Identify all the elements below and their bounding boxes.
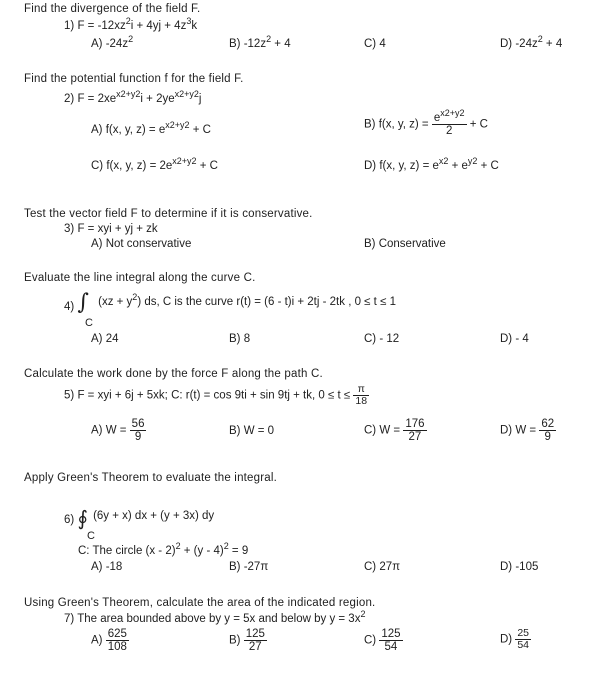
choice-d[interactable]: D) f(x, y, $z) = e^{x2} + e^{y2} + C$ xyxy=(364,156,499,172)
question-heading: Apply Green's Theorem to evaluate the integral. xyxy=(24,472,278,484)
fraction: $\frac{625}{108}$ xyxy=(107,628,127,654)
question-heading: Find the potential function f for the field F. xyxy=(24,73,244,85)
fraction: $\frac{56}{9}$ xyxy=(131,418,145,444)
question-heading: Find the divergence of the field F. xyxy=(24,3,201,15)
choice-c[interactable]: C) $\frac{125}{54}$ xyxy=(364,628,401,654)
question-prompt: 3) F = xyi + yj + zk xyxy=(64,223,158,235)
question-prompt: 2) $F = 2xe^{x2+y2}i + 2ye^{x2+y2}j$ xyxy=(64,89,202,105)
choice-a[interactable]: A) $-24z^2$ xyxy=(91,34,134,50)
question-prompt: 1) $F = -12xz^2i + 4yj + 4z^3k$ xyxy=(64,16,198,32)
question-heading: Calculate the work done by the force F along the path C. xyxy=(24,368,323,380)
question-prompt: 5) F = xyi + 6j + 5xk; C: r(t) = cos 9ti + sin 9tj + tk, 0 ≤ t ≤ $\frac{\pi}{18}$ xyxy=(64,383,368,408)
integral-icon: ∫ xyxy=(77,290,89,315)
question-prompt: 6) ∮ C (6y + x) dx + (y + 3x) dy xyxy=(64,506,215,542)
fraction: $\frac{125}{54}$ xyxy=(381,628,401,654)
choice-a[interactable]: A) 24 xyxy=(91,333,119,345)
choice-d[interactable]: D) W = $\frac{62}{9}$ xyxy=(500,418,555,444)
choice-c[interactable]: C) 4 xyxy=(364,38,386,50)
choice-d[interactable]: D) $-24z^2 + 4$ xyxy=(500,34,563,50)
question-prompt: 4) ∫ C $(xz + y^2)$ ds, C is the curve r(t) = (6 - t)i + 2tj - 2tk , 0 ≤ t ≤ 1 xyxy=(64,290,396,329)
choice-b[interactable]: B) $-12z^2 + 4$ xyxy=(229,34,291,50)
choice-c[interactable]: C) f(x, y, $z) = 2e^{x2+y2} + C$ xyxy=(91,156,218,172)
fraction: $\frac{25}{54}$ xyxy=(517,627,530,652)
choice-b[interactable]: B) $\frac{125}{27}$ xyxy=(229,628,265,654)
choice-a[interactable]: A) -18 xyxy=(91,561,123,573)
integral-subscript: C xyxy=(85,317,93,329)
question-heading: Using Green's Theorem, calculate the area of the indicated region. xyxy=(24,597,376,609)
choice-a[interactable]: A) f(x, y, $z) = e^{x2+y2} + C$ xyxy=(91,120,211,136)
choice-c[interactable]: C) W = $\frac{176}{27}$ xyxy=(364,418,425,444)
question-heading: Evaluate the line integral along the curve C. xyxy=(24,272,256,284)
choice-d[interactable]: D) $\frac{25}{54}$ xyxy=(500,627,530,652)
choice-c[interactable]: C) - 12 xyxy=(364,333,400,345)
choice-b[interactable]: B) f(x, y, z) = $\frac{e^{x2+y2}}{2}$ + C xyxy=(364,108,488,138)
fraction: $\frac{62}{9}$ xyxy=(541,418,555,444)
question-prompt: 7) The area bounded above by y = 5x and below by $y = 3x^2$ xyxy=(64,609,366,625)
choice-b[interactable]: B) 8 xyxy=(229,333,251,345)
question-heading: Test the vector field F to determine if it is conservative. xyxy=(24,208,313,220)
integral-subscript: C xyxy=(87,530,95,542)
choice-a[interactable]: A) Not conservative xyxy=(91,238,192,250)
curve-description: C: The circle (x - 2)$^2$ + (y - 4)$^2$ = 9 xyxy=(78,541,249,557)
fraction: $\frac{125}{27}$ xyxy=(245,628,265,654)
choice-b[interactable]: B) Conservative xyxy=(364,238,446,250)
choice-a[interactable]: A) W = $\frac{56}{9}$ xyxy=(91,418,145,444)
choice-b[interactable]: B) -27π xyxy=(229,561,269,573)
choice-d[interactable]: D) - 4 xyxy=(500,333,529,345)
choice-c[interactable]: C) 27π xyxy=(364,561,401,573)
choice-d[interactable]: D) -105 xyxy=(500,561,539,573)
fraction: $\frac{\pi}{18}$ xyxy=(355,383,368,408)
contour-integral-icon: ∮ xyxy=(77,506,88,530)
choice-b[interactable]: B) W = 0 xyxy=(229,425,275,437)
fraction: $\frac{176}{27}$ xyxy=(405,418,425,444)
fraction: $\frac{e^{x2+y2}}{2}$ xyxy=(433,108,465,138)
choice-a[interactable]: A) $\frac{625}{108}$ xyxy=(91,628,127,654)
